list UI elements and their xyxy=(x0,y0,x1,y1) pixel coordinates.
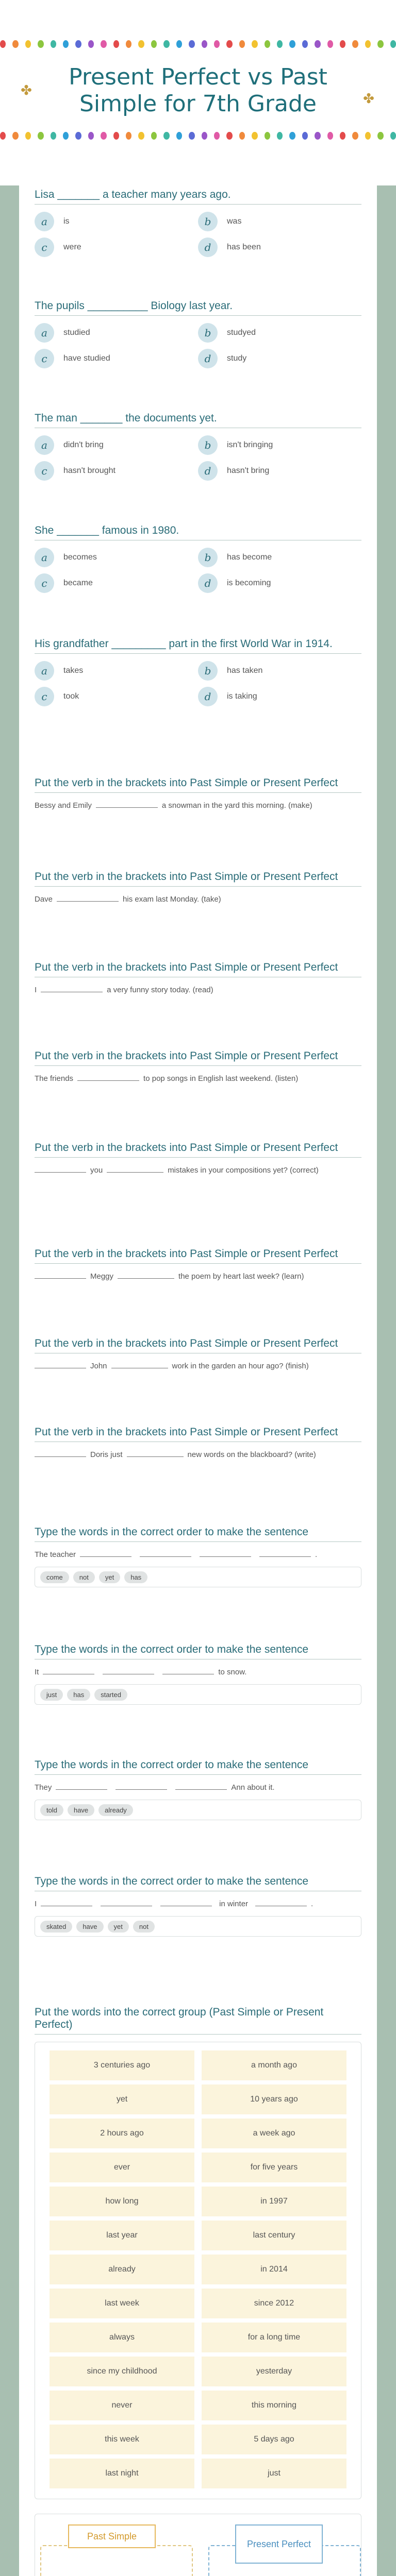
decorative-dot xyxy=(38,132,43,140)
decorative-dot xyxy=(315,132,320,140)
question-prompt: The man _______ the documents yet. xyxy=(35,412,361,428)
question-prompt: The pupils __________ Biology last year. xyxy=(35,300,361,316)
sentence-text: the poem by heart last week? (learn) xyxy=(178,1272,304,1281)
sentence xyxy=(35,1073,361,1084)
decorative-dot xyxy=(365,132,371,140)
answer-blank[interactable] xyxy=(255,1899,307,1906)
question-heading: Put the verb in the brackets into Past Simple or Present Perfect xyxy=(35,1050,361,1066)
answer-option-b[interactable] xyxy=(198,212,361,231)
decorative-dot xyxy=(38,40,43,48)
sentence-text: John xyxy=(90,1362,107,1370)
option-letter-a: a xyxy=(35,548,54,567)
puzzle-icon: ✤ xyxy=(363,91,374,106)
sentence-text: Dave xyxy=(35,895,53,904)
fill-in-question xyxy=(35,1050,361,1084)
decorative-dot xyxy=(302,132,308,140)
group-word-item[interactable]: last week xyxy=(50,2289,194,2318)
sentence-end: . xyxy=(315,1550,318,1559)
decorative-dot xyxy=(12,132,18,140)
word-chip[interactable]: skated xyxy=(40,1921,72,1933)
group-word-item[interactable]: this morning xyxy=(202,2391,346,2420)
option-letter-b: b xyxy=(198,212,218,231)
group-word-item[interactable]: for a long time xyxy=(202,2323,346,2352)
sentence xyxy=(35,1361,361,1372)
sentence xyxy=(35,1165,361,1176)
answer-blank[interactable] xyxy=(162,1667,214,1674)
answer-option-b[interactable] xyxy=(198,435,361,455)
group-word-item[interactable]: last night xyxy=(50,2459,194,2488)
option-letter-c: c xyxy=(35,238,54,257)
answer-option-b[interactable] xyxy=(198,661,361,681)
answer-option-b[interactable] xyxy=(198,323,361,343)
group-word-item[interactable]: 10 years ago xyxy=(202,2084,346,2114)
word-order-question xyxy=(35,1759,361,1820)
word-order-question xyxy=(35,1875,361,1937)
sentence-text: The friends xyxy=(35,1074,74,1083)
decorative-dot xyxy=(239,132,245,140)
word-chip[interactable]: has xyxy=(124,1571,147,1583)
decorative-dot xyxy=(352,132,358,140)
answer-options xyxy=(35,548,361,593)
puzzle-icon: ✤ xyxy=(21,82,32,98)
decorative-dots-top xyxy=(0,40,396,49)
decorative-dot xyxy=(12,40,18,48)
decorative-dot xyxy=(75,132,81,140)
answer-blank[interactable] xyxy=(259,1550,311,1557)
word-grid xyxy=(50,2050,346,2488)
word-chip[interactable]: have xyxy=(68,1804,94,1816)
answer-option-c[interactable] xyxy=(35,238,198,257)
sentence-text: a snowman in the yard this morning. (make) xyxy=(161,801,312,810)
group-word-item[interactable]: how long xyxy=(50,2187,194,2216)
question-heading: Type the words in the correct order to make the sentence xyxy=(35,1643,361,1659)
group-word-item[interactable]: in 1997 xyxy=(202,2187,346,2216)
option-letter-a: a xyxy=(35,661,54,681)
answer-option-d[interactable] xyxy=(198,349,361,368)
answer-option-b[interactable] xyxy=(198,548,361,567)
word-chip[interactable]: not xyxy=(73,1571,95,1583)
decorative-dot xyxy=(390,132,396,140)
option-letter-b: b xyxy=(198,435,218,455)
sentence xyxy=(35,894,361,905)
decorative-dot xyxy=(163,40,169,48)
option-letter-d: d xyxy=(198,687,218,706)
sentence-text: work in the garden an hour ago? (finish) xyxy=(172,1362,309,1370)
decorative-dot xyxy=(252,40,257,48)
sentence-end: Ann about it. xyxy=(231,1783,275,1792)
decorative-dot xyxy=(25,40,31,48)
grouping-question xyxy=(35,2006,361,2576)
option-text: is xyxy=(63,217,70,226)
decorative-dot xyxy=(51,40,56,48)
past-simple-drop-zone[interactable] xyxy=(40,2545,193,2576)
answer-option-c[interactable] xyxy=(35,461,198,481)
answer-blank[interactable] xyxy=(35,1272,86,1279)
group-word-item[interactable]: always xyxy=(50,2323,194,2352)
decorative-dot xyxy=(189,40,194,48)
sentence-text: to pop songs in English last weekend. (listen) xyxy=(143,1074,299,1083)
option-text: has taken xyxy=(227,666,263,675)
decorative-dot xyxy=(0,40,6,48)
option-text: studied xyxy=(63,328,90,337)
sentence-text: Meggy xyxy=(90,1272,114,1281)
decorative-dot xyxy=(163,132,169,140)
answer-blank[interactable] xyxy=(35,1450,86,1457)
fill-in-question xyxy=(35,777,361,811)
sentence xyxy=(35,1782,361,1793)
multiple-choice-question xyxy=(35,412,361,481)
sentence-start: It xyxy=(35,1668,39,1676)
option-text: isn't bringing xyxy=(227,440,273,449)
sentence-middle: in winter xyxy=(219,1900,249,1908)
sentence-start: I xyxy=(35,1900,37,1908)
answer-option-a[interactable] xyxy=(35,212,198,231)
decorative-dot xyxy=(88,40,94,48)
answer-options xyxy=(35,212,361,257)
decorative-dot xyxy=(289,132,295,140)
decorative-dot xyxy=(226,132,232,140)
answer-blank[interactable] xyxy=(35,1165,86,1173)
option-text: study xyxy=(227,354,247,363)
answer-options xyxy=(35,661,361,706)
answer-option-c[interactable] xyxy=(35,349,198,368)
sentence xyxy=(35,1271,361,1282)
answer-blank[interactable] xyxy=(101,1899,152,1906)
option-letter-c: c xyxy=(35,349,54,368)
option-letter-d: d xyxy=(198,238,218,257)
option-text: studyed xyxy=(227,328,256,337)
option-text: is taking xyxy=(227,692,257,701)
answer-blank[interactable] xyxy=(200,1550,251,1557)
decorative-dot xyxy=(327,132,333,140)
sentence xyxy=(35,1899,361,1910)
answer-option-a[interactable] xyxy=(35,661,198,681)
word-chip[interactable]: has xyxy=(67,1689,90,1701)
word-chip[interactable]: just xyxy=(40,1689,63,1701)
fill-in-question xyxy=(35,1248,361,1282)
sentence-text: new words on the blackboard? (write) xyxy=(187,1450,316,1459)
decorative-dot xyxy=(101,132,106,140)
decorative-dot xyxy=(75,40,81,48)
group-word-item[interactable]: yesterday xyxy=(202,2357,346,2386)
answer-blank[interactable] xyxy=(43,1667,94,1674)
answer-blank[interactable] xyxy=(160,1899,212,1906)
answer-option-a[interactable] xyxy=(35,435,198,455)
decorative-dot xyxy=(202,132,207,140)
option-letter-a: a xyxy=(35,212,54,231)
word-chip[interactable]: yet xyxy=(108,1921,129,1933)
option-letter-d: d xyxy=(198,349,218,368)
word-chip[interactable]: started xyxy=(94,1689,127,1701)
option-text: has been xyxy=(227,243,261,251)
decorative-dot xyxy=(340,40,345,48)
question-prompt: Lisa _______ a teacher many years ago. xyxy=(35,189,361,205)
question-heading: Put the verb in the brackets into Past Simple or Present Perfect xyxy=(35,1337,361,1353)
decorative-dot xyxy=(265,132,270,140)
fill-in-question xyxy=(35,1337,361,1372)
decorative-dot xyxy=(126,132,131,140)
answer-option-d[interactable] xyxy=(198,461,361,481)
option-text: became xyxy=(63,579,93,587)
decorative-dot xyxy=(277,40,283,48)
option-letter-a: a xyxy=(35,323,54,343)
option-letter-d: d xyxy=(198,573,218,593)
decorative-dot xyxy=(377,40,383,48)
answer-blank[interactable] xyxy=(35,1361,86,1368)
multiple-choice-question xyxy=(35,189,361,257)
decorative-dot xyxy=(289,40,295,48)
group-word-item[interactable]: last century xyxy=(202,2221,346,2250)
option-text: becomes xyxy=(63,553,97,562)
word-order-question xyxy=(35,1526,361,1587)
word-bank xyxy=(35,1800,361,1820)
decorative-dot xyxy=(265,40,270,48)
group-word-item[interactable]: ever xyxy=(50,2153,194,2182)
sentence xyxy=(35,1449,361,1461)
question-heading: Put the verb in the brackets into Past Simple or Present Perfect xyxy=(35,777,361,793)
word-chip[interactable]: already xyxy=(98,1804,133,1816)
worksheet-card xyxy=(19,185,377,2576)
question-heading: Put the verb in the brackets into Past Simple or Present Perfect xyxy=(35,1426,361,1442)
group-word-item[interactable]: yet xyxy=(50,2084,194,2114)
answer-blank[interactable] xyxy=(57,894,119,902)
question-heading: Type the words in the correct order to make the sentence xyxy=(35,1759,361,1775)
sentence xyxy=(35,1549,361,1561)
sentence-end: . xyxy=(311,1900,314,1908)
answer-blank[interactable] xyxy=(96,801,158,808)
word-chip[interactable]: come xyxy=(40,1571,69,1583)
answer-blank[interactable] xyxy=(111,1361,168,1368)
decorative-dot xyxy=(277,132,283,140)
page-title: Present Perfect vs Past Simple for 7th Grade xyxy=(69,64,327,117)
answer-blank[interactable] xyxy=(116,1783,167,1790)
question-heading: Put the verb in the brackets into Past Simple or Present Perfect xyxy=(35,1142,361,1158)
word-list-box xyxy=(35,2042,361,2499)
fill-in-question xyxy=(35,1426,361,1461)
answer-blank[interactable] xyxy=(80,1550,131,1557)
option-text: takes xyxy=(63,666,84,675)
answer-option-c[interactable] xyxy=(35,573,198,593)
word-chip[interactable]: have xyxy=(76,1921,103,1933)
decorative-dot xyxy=(113,40,119,48)
question-prompt: She _______ famous in 1980. xyxy=(35,524,361,540)
answer-blank[interactable] xyxy=(77,1074,139,1081)
answer-blank[interactable] xyxy=(41,985,103,992)
fill-in-question xyxy=(35,961,361,996)
decorative-dot xyxy=(377,132,383,140)
option-text: hasn't bring xyxy=(227,466,270,475)
option-letter-d: d xyxy=(198,461,218,481)
decorative-dot xyxy=(0,132,6,140)
decorative-dot xyxy=(252,132,257,140)
decorative-dot xyxy=(214,40,220,48)
decorative-dot xyxy=(214,132,220,140)
option-text: has become xyxy=(227,553,272,562)
option-text: didn't bring xyxy=(63,440,104,449)
word-chip[interactable]: yet xyxy=(99,1571,120,1583)
sentence-text: his exam last Monday. (take) xyxy=(123,895,221,904)
group-word-item[interactable]: this week xyxy=(50,2425,194,2454)
answer-option-c[interactable] xyxy=(35,687,198,706)
decorative-dot xyxy=(390,40,396,48)
multiple-choice-question xyxy=(35,638,361,706)
sentence-text: a very funny story today. (read) xyxy=(107,986,213,994)
sentence-end: to snow. xyxy=(218,1668,247,1676)
group-word-item[interactable]: since 2012 xyxy=(202,2289,346,2318)
question-heading: Type the words in the correct order to make the sentence xyxy=(35,1875,361,1891)
decorative-dot xyxy=(151,132,157,140)
group-word-item[interactable]: last year xyxy=(50,2221,194,2250)
decorative-dot xyxy=(352,40,358,48)
multiple-choice-question xyxy=(35,524,361,593)
option-text: was xyxy=(227,217,242,226)
answer-blank[interactable] xyxy=(103,1667,154,1674)
sentence xyxy=(35,1667,361,1678)
option-letter-b: b xyxy=(198,548,218,567)
decorative-dot xyxy=(189,132,194,140)
answer-blank[interactable] xyxy=(41,1899,92,1906)
decorative-dot xyxy=(101,40,106,48)
answer-blank[interactable] xyxy=(118,1272,174,1279)
answer-option-d[interactable] xyxy=(198,573,361,593)
question-heading: Put the verb in the brackets into Past Simple or Present Perfect xyxy=(35,961,361,977)
group-word-item[interactable]: 5 days ago xyxy=(202,2425,346,2454)
sentence-text: mistakes in your compositions yet? (correct) xyxy=(168,1166,319,1175)
decorative-dot xyxy=(88,132,94,140)
decorative-dot xyxy=(239,40,245,48)
decorative-dot xyxy=(51,132,56,140)
group-word-item[interactable]: never xyxy=(50,2391,194,2420)
decorative-dot xyxy=(25,132,31,140)
group-word-item[interactable]: for five years xyxy=(202,2153,346,2182)
group-word-item[interactable]: just xyxy=(202,2459,346,2488)
group-drop-area xyxy=(35,2514,361,2576)
group-word-item[interactable]: a week ago xyxy=(202,2119,346,2148)
present-perfect-label: Present Perfect xyxy=(235,2524,323,2564)
decorative-dot xyxy=(176,40,182,48)
decorative-dot xyxy=(113,132,119,140)
question-heading: Type the words in the correct order to make the sentence xyxy=(35,1526,361,1542)
sentence-start: They xyxy=(35,1783,52,1792)
decorative-dot xyxy=(315,40,320,48)
question-heading: Put the verb in the brackets into Past Simple or Present Perfect xyxy=(35,1248,361,1264)
option-text: is becoming xyxy=(227,579,271,587)
word-bank xyxy=(35,1684,361,1705)
question-heading: Put the verb in the brackets into Past Simple or Present Perfect xyxy=(35,871,361,887)
header xyxy=(0,0,396,185)
answer-option-d[interactable] xyxy=(198,687,361,706)
option-text: have studied xyxy=(63,354,110,363)
decorative-dot xyxy=(327,40,333,48)
fill-in-question xyxy=(35,1142,361,1176)
decorative-dot xyxy=(151,40,157,48)
sentence xyxy=(35,985,361,996)
decorative-dot xyxy=(340,132,345,140)
decorative-dots-bottom xyxy=(0,132,396,141)
option-text: were xyxy=(63,243,81,251)
option-letter-c: c xyxy=(35,573,54,593)
sentence-text: Bessy and Emily xyxy=(35,801,92,810)
group-word-item[interactable]: already xyxy=(50,2255,194,2284)
answer-blank[interactable] xyxy=(140,1550,191,1557)
decorative-dot xyxy=(63,40,69,48)
word-order-question xyxy=(35,1643,361,1705)
option-letter-b: b xyxy=(198,323,218,343)
answer-option-a[interactable] xyxy=(35,548,198,567)
sentence-text: you xyxy=(90,1166,103,1175)
option-letter-c: c xyxy=(35,461,54,481)
decorative-dot xyxy=(126,40,131,48)
sentence xyxy=(35,800,361,811)
answer-options xyxy=(35,435,361,481)
answer-options xyxy=(35,323,361,368)
decorative-dot xyxy=(226,40,232,48)
group-word-item[interactable]: 2 hours ago xyxy=(50,2119,194,2148)
multiple-choice-question xyxy=(35,300,361,368)
answer-option-d[interactable] xyxy=(198,238,361,257)
answer-blank[interactable] xyxy=(127,1450,184,1457)
option-letter-c: c xyxy=(35,687,54,706)
fill-in-question xyxy=(35,871,361,905)
word-chip[interactable]: told xyxy=(40,1804,63,1816)
answer-option-a[interactable] xyxy=(35,323,198,343)
question-heading: Put the words into the correct group (Past Simple or Present Perfect) xyxy=(35,2006,361,2035)
option-letter-a: a xyxy=(35,435,54,455)
question-prompt: His grandfather _________ part in the first World War in 1914. xyxy=(35,638,361,654)
sentence-start: The teacher xyxy=(35,1550,76,1559)
answer-blank[interactable] xyxy=(107,1165,163,1173)
option-text: took xyxy=(63,692,79,701)
answer-blank[interactable] xyxy=(56,1783,107,1790)
answer-blank[interactable] xyxy=(175,1783,227,1790)
group-word-item[interactable]: 3 centuries ago xyxy=(50,2050,194,2080)
option-text: hasn't brought xyxy=(63,466,116,475)
past-simple-label: Past Simple xyxy=(68,2524,156,2548)
decorative-dot xyxy=(365,40,371,48)
sentence-text: I xyxy=(35,986,37,994)
decorative-dot xyxy=(176,132,182,140)
sentence-text: Doris just xyxy=(90,1450,123,1459)
decorative-dot xyxy=(63,132,69,140)
word-bank xyxy=(35,1567,361,1587)
decorative-dot xyxy=(138,132,144,140)
group-word-item[interactable]: in 2014 xyxy=(202,2255,346,2284)
word-bank xyxy=(35,1916,361,1937)
group-word-item[interactable]: since my childhood xyxy=(50,2357,194,2386)
decorative-dot xyxy=(302,40,308,48)
group-word-item[interactable]: a month ago xyxy=(202,2050,346,2080)
option-letter-b: b xyxy=(198,661,218,681)
word-chip[interactable]: not xyxy=(133,1921,155,1933)
decorative-dot xyxy=(202,40,207,48)
decorative-dot xyxy=(138,40,144,48)
